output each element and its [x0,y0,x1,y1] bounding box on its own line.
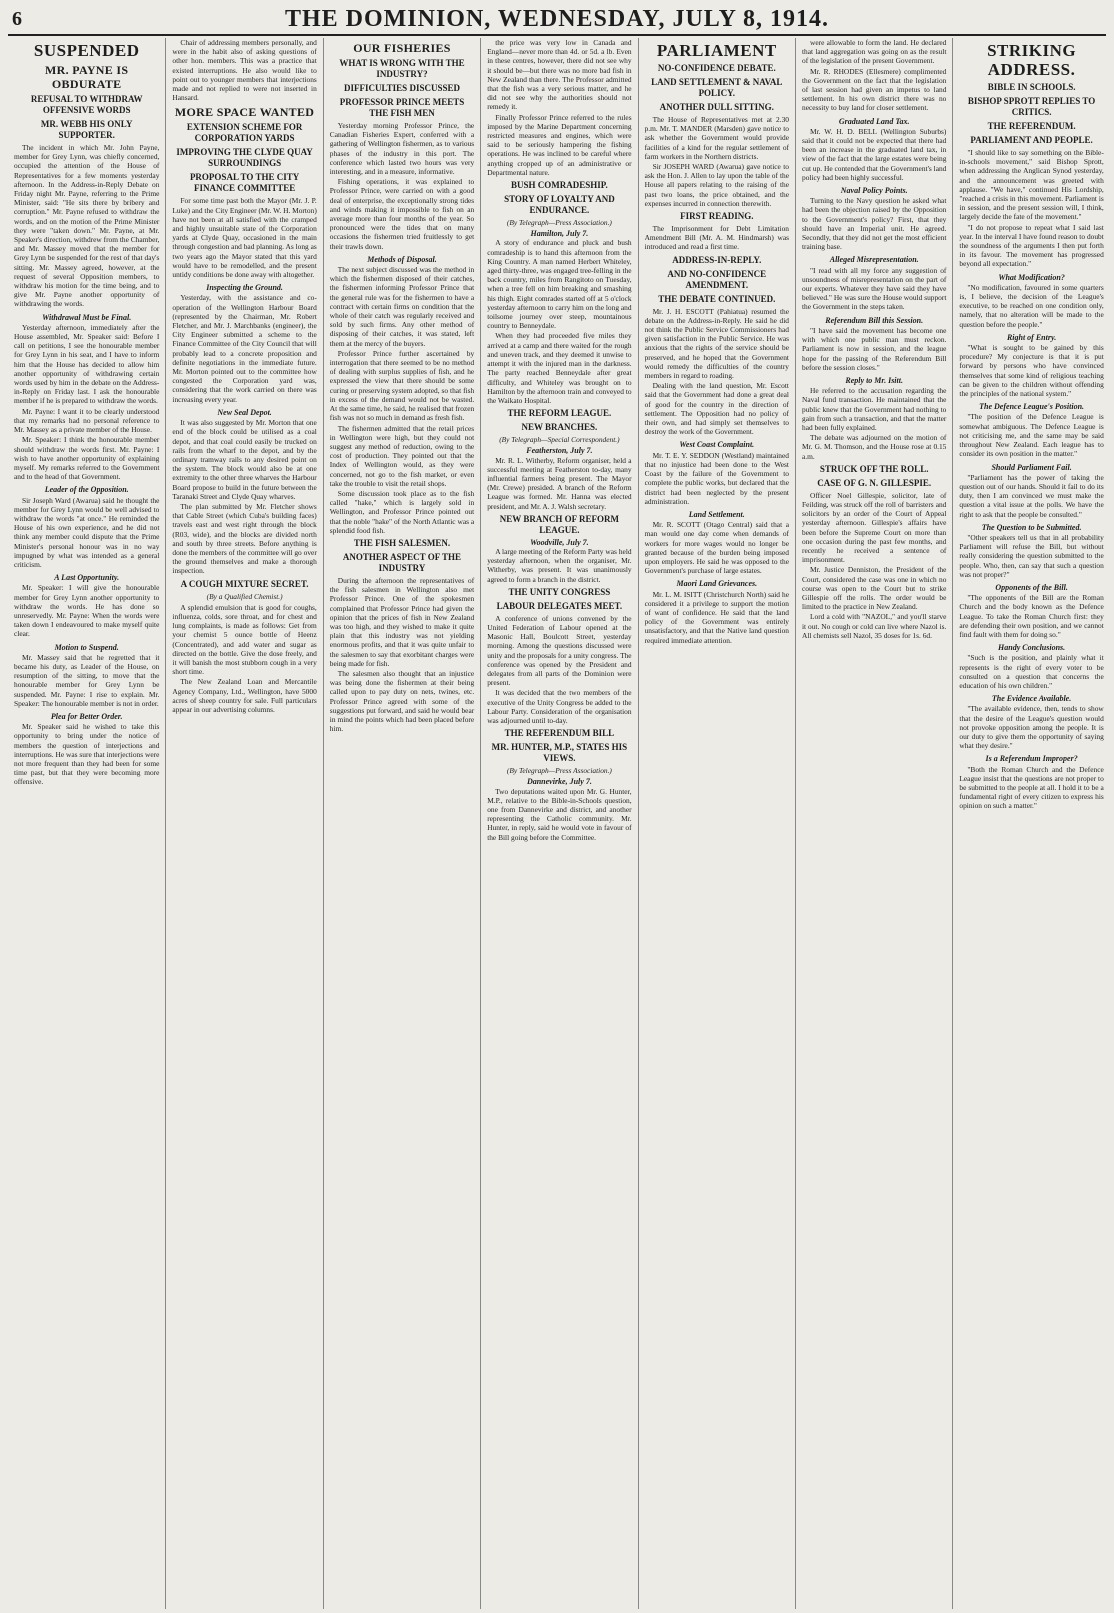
subheadline: AND NO-CONFIDENCE AMENDMENT. [667,268,767,290]
section-heading: What Modification? [998,272,1065,282]
subheadline: DIFFICULTIES DISCUSSED [344,83,460,93]
article-paragraph: the price was very low in Canada and England—never more than 4d. or 5d. a lb. Even in these centres, however, there did not see why it should be—but there was no more bad fish in New Zealand than there. The Professor admitted that the fish was a very serious matter, and he did not see why the authorities should not remedy it. [487,38,632,112]
subheadline: WHAT IS WRONG WITH THE INDUSTRY? [339,58,465,79]
article-paragraph: Two deputations waited upon Mr. G. Hunter, M.P., relative to the Bible-in-Schools question, one from Dannevirke and district, and another representing the Catholic community. Mr. Hunter, in reply, said he would vote in favour of the Bill going before the Committee. [487,786,632,842]
section-heading: Inspecting the Ground. [206,283,283,293]
subheadline: IMPROVING THE CLYDE QUAY SURROUNDINGS [176,147,313,169]
dateline: Woodville, July 7. [530,537,589,547]
article-paragraph: "The position of the Defence League is somewhat ambiguous. The Defence League is not criticising me, and the same may be said throughout New Zealand. Each league has to consider its own position in the matter." [959,412,1104,459]
article-paragraph: The debate was adjourned on the motion of Mr. G. M. Thomson, and the House rose at 0.15 a.m. [802,433,947,461]
headline: MORE SPACE WANTED [174,105,315,120]
subheadline: BISHOP SPROTT REPLIES TO CRITICS. [967,96,1096,117]
section-heading: The Question to be Submitted. [981,522,1082,532]
article-paragraph: The fishermen admitted that the retail prices in Wellington were high, but they could not suggest any method of reduction, owing to the cost of production. They pointed out that the Index of Wellington would, as they were concerned, not go to the fish market, or even take the trouble to visit the retail shops. [329,423,475,488]
section-heading: Withdrawal Must be Final. [42,312,132,322]
newspaper-title: THE DOMINION, WEDNESDAY, JULY 8, 1914. [284,6,830,32]
dateline: Featherston, July 7. [526,446,593,456]
article-paragraph: were allowable to form the land. He declared that land aggregation was going on as the result of the legislation of the present Government. [802,38,947,66]
article-paragraph: "I do not propose to repeat what I said last year. In the interval I have found reason to doubt the soundness of the arguments I then put forth in its favour. The movement has progressed beyond all expectation." [959,222,1104,269]
subheadline: ANOTHER DULL SITTING. [659,102,774,112]
article-paragraph: "Such is the position, and plainly what it represents is the right of every voter to be consulted on a question that concerns the education of his own children." [959,653,1104,690]
subheadline: ADDRESS-IN-REPLY. [672,254,762,265]
subheadline: BUSH COMRADESHIP. [511,180,608,191]
headline: MR. PAYNE IS OBDURATE [45,63,129,91]
masthead [8,6,1106,36]
article-paragraph: The plan submitted by Mr. Fletcher shows that Cable Street (which Cuba's building faces) travels east and west right through the block (R03, wide), and the blocks are divided north and south by three streets. Before anything is done the members of the committee will go over the ground themselves and make a thorough inspection. [172,501,317,576]
subheadline: REFUSAL TO WITHDRAW OFFENSIVE WORDS [30,94,143,115]
dateline: Hamilton, July 7. [530,229,589,239]
column-5 [638,38,795,1609]
section-heading: The Defence League's Position. [979,402,1085,412]
article-paragraph: Professor Prince further ascertained by interrogation that there seemed to be no method of dealing with surplus supplies of fish, and he expressed the view that there should be some curing or preserving system adopted, so that fish in excess of the demand would not be wasted. At the same time, he said, he realised that frozen fish was not so much in demand as fresh fish. [329,348,475,423]
subheadline: BIBLE IN SCHOOLS. [987,82,1076,92]
article-paragraph: For some time past both the Mayor (Mr. J. P. Luke) and the City Engineer (Mr. W. H. Morton) have not been at all satisfied with the cramped and highly unsuitable state of the Corporation yards at Clyde Quay, occasioned in the main through congestion and bad planning. As long as two years ago the Mayor stated that this yard would have to be remodelled, and the present untidy conditions be done away with altogether. [172,196,317,280]
article-paragraph: Sir Joseph Ward (Awarua) said he thought the member for Grey Lynn would be well advised to withdraw the words "at once." He reminded the House of his own experience, and he did not think any member could dispute that the Prime Minister's personal honour was in no way impugned by what was intended as a general criticism. [14,495,160,569]
article-paragraph: A story of endurance and pluck and bush comradeship is to hand this afternoon from the King Country. A man named Herbert Whiteley, aged thirty-three, was engaged tree-felling in the back country, miles from Rangitoto on Tuesday, when a tree fell on him breaking and smashing his thigh. Eight comrades started off at 5 o'clock yesterday afternoon to carry him on the long and toilsome journey over steep, mountainous country to Benneydale. [487,238,632,331]
subheadline: NEW BRANCH OF REFORM LEAGUE. [499,513,619,535]
section-heading: Referendum Bill this Session. [825,315,924,325]
article-paragraph: "The available evidence, then, tends to show that the desire of the League's question would not provoke opposition among the people. It is our duty to give them the opportunity of saying what they desire." [959,704,1104,751]
column-3 [323,38,480,1609]
article-paragraph: Mr. J. H. ESCOTT (Pahiatua) resumed the debate on the Address-in-Reply. He said he did not think the Public Service Commissioners had given satisfaction in the Public Service. He was anxious that the rights of the service should be preserved, and he hoped that the Government would remedy the difficulties of the country members in regard to roading. [644,306,789,381]
article-paragraph: The salesmen also thought that an injustice was being done the fishermen at their being called upon to pay duty on nets, twines, etc. Professor Prince agreed with some of the suggestions put forward, and said he would bear in mind the points which had been placed before him. [329,668,475,734]
article-paragraph: Mr. Justice Denniston, the President of the Court, considered the case was one in which no course was open to the Court but to strike Gillespie off the rolls. The order would be limited to the practice in New Zealand. [802,565,947,612]
subheadline: PROPOSAL TO THE CITY FINANCE COMMITTEE [189,172,300,194]
article-paragraph: "Parliament has the power of taking the question out of our hands. Should it fail to do its duty, then I am convinced we must make the question a vital issue at the polls. We have the right to ask that the people be consulted." [959,472,1104,519]
subheadline: ANOTHER ASPECT OF THE INDUSTRY [342,551,462,573]
section-heading: Should Parliament Fail. [991,462,1072,472]
article-paragraph: He referred to the accusation regarding the Naval fund transaction. He maintained that the public knew that the Government had nothing to gain from such a transaction, and that the matter had been fully explained. [802,386,947,432]
article-paragraph: During the afternoon the representatives of the fish salesmen in Wellington also met Professor Prince. One of the spokesmen complained that Professor Prince had given the opinion that the prices of fish in New Zealand was too high, and they wished to make it quite plain that this industry was not yielding enormous profits, and that it was quite unfair to the salesmen to say that exorbitant charges were being made for fish. [329,575,475,668]
article-paragraph: Mr. Speaker: I will give the honourable member for Grey Lynn another opportunity to withdraw the words. He has done so unreservedly. Mr. Payne: When the words were taken down I endeavoured to make myself quite clear. [14,583,160,639]
article-paragraph: Yesterday morning Professor Prince, the Canadian Fisheries Expert, conferred with a gathering of Wellington fishermen, as to various phases of the industry in this port. The conference which lasted two hours was very interesting, and in a measure, informative. [329,121,475,177]
article-paragraph: The Imprisonment for Debt Limitation Amendment Bill (Mr. A. M. Hindmarsh) was introduced and read a first time. [644,224,789,252]
section-heading: Is a Referendum Improper? [985,754,1078,764]
byline: (By Telegraph—Special Correspondent.) [499,435,620,445]
article-paragraph: Mr. R. RHODES (Ellesmere) complimented the Government on the fact that the legislation of last session had given an impetus to land settlement. In his own district there was no necessity to buy land for closer settlement. [802,66,947,113]
subheadline: STORY OF LOYALTY AND ENDURANCE. [504,194,615,216]
article-paragraph: Mr. Payne: I want it to be clearly understood that my remarks had no personal reference to Mr. Massey as a private member of the House. [14,406,160,435]
article-paragraph: Mr. R. L. Witherby, Reform organiser, held a successful meeting at Featherston to-day, many influential farmers being present. The Mayor (Mr. Crewe) presided. A branch of the Reform League was formed. Mr. Hanna was elected president, and Mr. A. J. Walsh secretary. [487,455,632,511]
page-number: 6 [12,8,22,30]
headline: PARLIAMENT [656,41,777,60]
article-paragraph: "I read with all my force any suggestion of unsoundness of misrepresentation on the part of our experts. Whatever they have said they have believed." He was sure the House would support the Government in the steps taken. [802,265,947,312]
article-paragraph: Turning to the Navy question he asked what had been the objection raised by the Opposition to the Government's policy? First, that they should have an Imperial unit. He agreed. Secondly, that they did not get the most efficient training base. [802,196,947,252]
subheadline: CASE OF G. N. GILLESPIE. [817,477,932,488]
article-paragraph: Mr. Speaker: I think the honourable member should withdraw the words first. Mr. Payne: I wish to have another opportunity of explaining myself. My remarks referred to the Government and to the head of that Government. [14,435,160,482]
subheadline: THE REFORM LEAGUE. [507,408,612,419]
section-heading: Maori Land Grievances. [676,579,758,589]
subheadline: THE UNITY CONGRESS [508,586,611,597]
section-heading: Motion to Suspend. [54,642,119,652]
column-1 [8,38,165,1609]
section-heading: New Seal Depot. [217,407,272,417]
subheadline: STRUCK OFF THE ROLL. [819,463,929,474]
article-paragraph: "I have said the movement has become one with which one public man must reckon. Parliament is now in session, and the league hope for the passing of the Referendum Bill before the session closes." [802,325,947,372]
article-paragraph: Officer Noel Gillespie, solicitor, late of Feilding, was struck off the roll of barristers and solicitors by an order of the Court of Appeal yesterday afternoon. Gillespie's affairs have been before the Supreme Court on more than one occasion during the past few months, and recently he received a sentence of imprisonment. [802,490,947,565]
subheadline: THE REFERENDUM. [987,121,1076,131]
article-paragraph: "What is sought to be gained by this procedure? My conjecture is that it is put forward by persons who have convinced themselves that some kind of religious teaching can be given to the children without offending the principles of the national system." [959,343,1104,399]
section-heading: A Last Opportunity. [54,573,120,583]
article-paragraph: "The opponents of the Bill are the Roman Church and the body known as the Defence League. To take the Roman Church first: they are defending their own position, and we cannot find fault with them for doing so." [959,593,1104,639]
subheadline: THE FISH SALESMEN. [353,537,451,548]
article-paragraph: The New Zealand Loan and Mercantile Agency Company, Ltd., Wellington, have 5000 acres of sheep country for sale. Full particulars appear in our advertising columns. [172,677,317,714]
section-heading: Handy Conclusions. [998,643,1066,653]
article-paragraph: The next subject discussed was the method in which the fishermen disposed of their catches, the fishermen informing Professor Prince that the general rule was for the fishermen to have a contract with certain firms on condition that the whole of their catch was regularly received and sold by such firms. Any other method of disposing of their catches, it was stated, left them at the mercy of the buyers. [329,265,475,348]
subheadline: LABOUR DELEGATES MEET. [496,600,623,611]
section-heading: The Evidence Available. [991,694,1072,704]
subheadline: FIRST READING. [680,211,754,222]
section-heading: Graduated Land Tax. [838,116,910,126]
section-heading: Methods of Disposal. [367,254,437,264]
article-paragraph: "Both the Roman Church and the Defence League insist that the questions are not proper to be submitted to the people at all. I hold it to be a fundamental right of every citizen to express his opinion on such a matter." [959,764,1104,811]
subheadline: PROFESSOR PRINCE MEETS THE FISH MEN [339,97,465,118]
article-paragraph: Lord a cold with "NAZOL," and you'll starve it out. No cough or cold can live where Nazol is. All chemists sell Nazol, 35 doses for 1s. 6d. [802,612,947,640]
subheadline: MR. WEBB HIS ONLY SUPPORTER. [40,119,133,140]
subheadline: EXTENSION SCHEME FOR CORPORATION YARDS [186,122,303,144]
section-heading: Opponents of the Bill. [995,582,1068,592]
article-paragraph: Mr. Massey said that he regretted that it became his duty, as Leader of the House, on resumption of the sitting, to move that the honourable member for Grey Lynn be suspended. Mr. Payne: I rise to explain. Mr. Speaker: The honourable member is not in order. [14,652,160,708]
column-4 [480,38,637,1609]
article-paragraph: Yesterday, with the assistance and co-operation of the Wellington Harbour Board (represented by the Chairman, Mr. Robert Fletcher, and Mr. J. Marchbanks (engineer), the City Engineer submitted a scheme to the Finance Committee of the City Council that will probably lead to a concrete proposition and definite negotiations in the immediate future. Mr. Morton pointed out to the committee how congested the Corporation yard was, considering that the work carried on there was increasing every year. [172,293,317,404]
headline: OUR FISHERIES [353,41,451,55]
article-paragraph: Mr. R. SCOTT (Otago Central) said that a man would one day come when demands of workers for more wages would no longer be granted because of the burden being imposed upon employers. He said he was opposed to the Government's purchase of large estates. [644,520,789,576]
article-paragraph: Finally Professor Prince referred to the rules imposed by the Marine Department concerning restricted measures and engines, which were said to be seriously hampering the fishing operations. He was inclined to be careful where anything cropped up of an administrative or Departmental nature. [487,112,632,177]
article-paragraph: Mr. T. E. Y. SEDDON (Westland) maintained that no injustice had been done to the West Coast by the failure of the Government to complete the public works, but declared that the district had been neglected by the present administration. [644,450,789,506]
section-heading: Right of Entry. [1006,332,1057,342]
article-paragraph: Fishing operations, it was explained to Professor Prince, were carried on with a good deal of enterprise, the exceptionally strong tides and winds making it impossible to fish on an average more than four months of the year. So pronounced were the tides that on many occasions the fishermen tried fruitlessly to get their trawls down. [329,177,475,251]
article-paragraph: Mr. W. H. D. BELL (Wellington Suburbs) said that it could not be expected that there had been an increase in the graduated land tax, in view of the fact that the large estates were being cut up. He contended that the Government's land policy had been highly successful. [802,126,947,182]
column-2 [165,38,322,1609]
article-paragraph: A splendid emulsion that is good for coughs, influenza, colds, sore throat, and for chest and lung complaints, is made as follows: Get from your chemist 5 ounce bottle of Heenz (Concentrated), and add water and sugar as directed on the bottle. Give the dose freely, and it will banish the most stubborn cough in a very short time. [172,602,317,677]
subheadline: PARLIAMENT AND PEOPLE. [970,135,1093,145]
column-7 [952,38,1109,1609]
byline: (By Telegraph—Press Association.) [506,766,612,776]
article-paragraph: Mr. L. M. ISITT (Christchurch North) said he considered it a privilege to support the motion of want of confidence. He said that the land policy of the Government was entirely unsatisfactory, and that the Native land question required immediate attention. [644,589,789,645]
subheadline: MR. HUNTER, M.P., STATES HIS VIEWS. [491,742,628,764]
article-paragraph: The House of Representatives met at 2.30 p.m. Mr. T. MANDER (Marsden) gave notice to ask whether the Government would provide facilities of a kind for the regular settlement of farm workers in the Northern districts. [644,115,789,161]
article-paragraph: Dealing with the land question, Mr. Escott said that the Government had done a great deal of good for the country in the direction of settlement. The Opposition had no policy of their own, and had simply set themselves to destroy the work of the Government. [644,381,789,437]
subheadline: LAND SETTLEMENT & NAVAL POLICY. [651,77,783,98]
article-paragraph: "Other speakers tell us that in all probability Parliament will refuse the Bill, but without really considering the question submitted to the people. Who, then, can say that such a question was not proper?" [959,532,1104,579]
subheadline: THE REFERENDUM BILL [504,728,615,739]
byline: (By Telegraph—Press Association.) [506,218,612,228]
section-heading: West Coast Complaint. [679,440,755,450]
headline: SUSPENDED [33,41,140,60]
byline: (By a Qualified Chemist.) [206,591,283,601]
subheadline: NEW BRANCHES. [521,422,598,433]
article-paragraph: When they had proceeded five miles they arrived at a camp and there waited for the rough and uneven track, and they deemed it unwise to attempt it with the injured man in the darkness. The party reached Benneydale after great difficulty, and Whiteley was brought on to Hamilton by the afternoon train and conveyed to the Waikato Hospital. [487,331,632,405]
section-heading: Alleged Misrepresentation. [829,255,919,265]
article-paragraph: "I should like to say something on the Bible-in-schools movement," said Bishop Sprott, when addressing the Anglican Synod yesterday, and the announcement was greeted with applause. "We have," continued His Lordship, "reached a crisis in this movement. Parliament is in session, and the present session will, I think, largely decide the fate of the movement." [959,148,1104,222]
subheadline: NO-CONFIDENCE DEBATE. [657,63,776,73]
article-paragraph: It was also suggested by Mr. Morton that one end of the block could be utilised as a coal depot, and that coal could easily be trucked on rails from the wharf to the depot, and by the ordinary tramway rails to any desired point on the system. The block would also be at one extremity to the other three wharves the Harbour Board propose to build in the future between the Taranaki Street and Clyde Quay wharves. [172,418,317,501]
article-paragraph: A large meeting of the Reform Party was held yesterday afternoon, when the organiser, Mr. Witherby, was present. It was unanimously agreed to form a branch in the district. [487,546,632,584]
article-paragraph: Mr. Speaker said he wished to take this opportunity to bring under the notice of members the question of interjections and interruptions. He was sure that interjections were not more frequent than they had been for some time past, but that they were becoming more offensive. [14,722,160,787]
subheadline: A COUGH MIXTURE SECRET. [180,578,309,589]
dateline: Dannevirke, July 7. [526,777,592,787]
article-paragraph: Yesterday afternoon, immediately after the House assembled, Mr. Speaker said: Before I call on petitions, I see the honourable member for Grey Lynn in his seat, and I have to inform him that the House has decided to allow him another opportunity of withdrawing certain words used by him in the debate on the Address-in-Reply on Friday last. I ask the honourable member if he is prepared to withdraw the words. [14,322,160,406]
section-heading: Land Settlement. [688,509,745,519]
article-paragraph: The incident in which Mr. John Payne, member for Grey Lynn, was chiefly concerned, occupied the attention of the House of Representatives for a few moments yesterday afternoon. In the Address-in-Reply Debate on Friday night Mr. Payne, referring to the Prime Minister, said: "He sits there by bribery and corruption." Mr. Payne refused to withdraw the words, and on the motion of the Prime Minister they were "taken down." Mr. Payne, at Mr. Speaker's direction, withdrew from the Chamber, and Mr. Massey moved that the member for Grey Lynn be suspended for the rest of that day's sitting. Mr. Massey agreed, however, at the request of several Opposition members, to withdraw his motion for the time being, and to give Mr. Payne another opportunity of withdrawing the words. [14,143,160,309]
section-heading: Leader of the Opposition. [44,485,129,495]
article-paragraph: It was decided that the two members of the executive of the Unity Congress be added to the Labour Party. Consideration of the organisation was adjourned until to-day. [487,688,632,725]
section-heading: Reply to Mr. Isitt. [845,375,903,385]
section-heading: Plea for Better Order. [50,711,123,721]
subheadline: THE DEBATE CONTINUED. [658,293,776,304]
article-paragraph: Some discussion took place as to the fish called "hake," which is largely sold in Wellington, and Professor Prince pointed out that the noble "hake" of the North Atlantic was a splendid food fish. [329,488,475,535]
article-paragraph: "No modification, favoured in some quarters is, I believe, the decision of the League's executive, to be reached on one condition only, namely, that no alteration will be made to the question before the people." [959,282,1104,329]
headline: STRIKING ADDRESS. [987,41,1077,79]
column-6 [795,38,952,1609]
columns-container [8,38,1106,1609]
article-paragraph: Chair of addressing members personally, and were in the habit also of asking questions of other hon. members. This was a practice that existed interruptions. He also would like to point out to younger members that interjections made and not replied to were not inserted in Hansard. [172,38,317,103]
article-paragraph: A conference of unions convened by the United Federation of Labour opened at the Masonic Hall, Boulcott Street, yesterday morning. Among the questions discussed were unity and the proposals for a unity congress. The conference was opened by the President and delegates from all parts of the Dominion were present. [487,613,632,688]
section-heading: Naval Policy Points. [840,186,908,196]
article-paragraph: Sir JOSEPH WARD (Awarua) gave notice to ask the Hon. J. Allen to lay upon the table of the House all papers relating to the raising of the past two loans, the price obtained, and the expenses incurred in connection therewith. [644,162,789,208]
